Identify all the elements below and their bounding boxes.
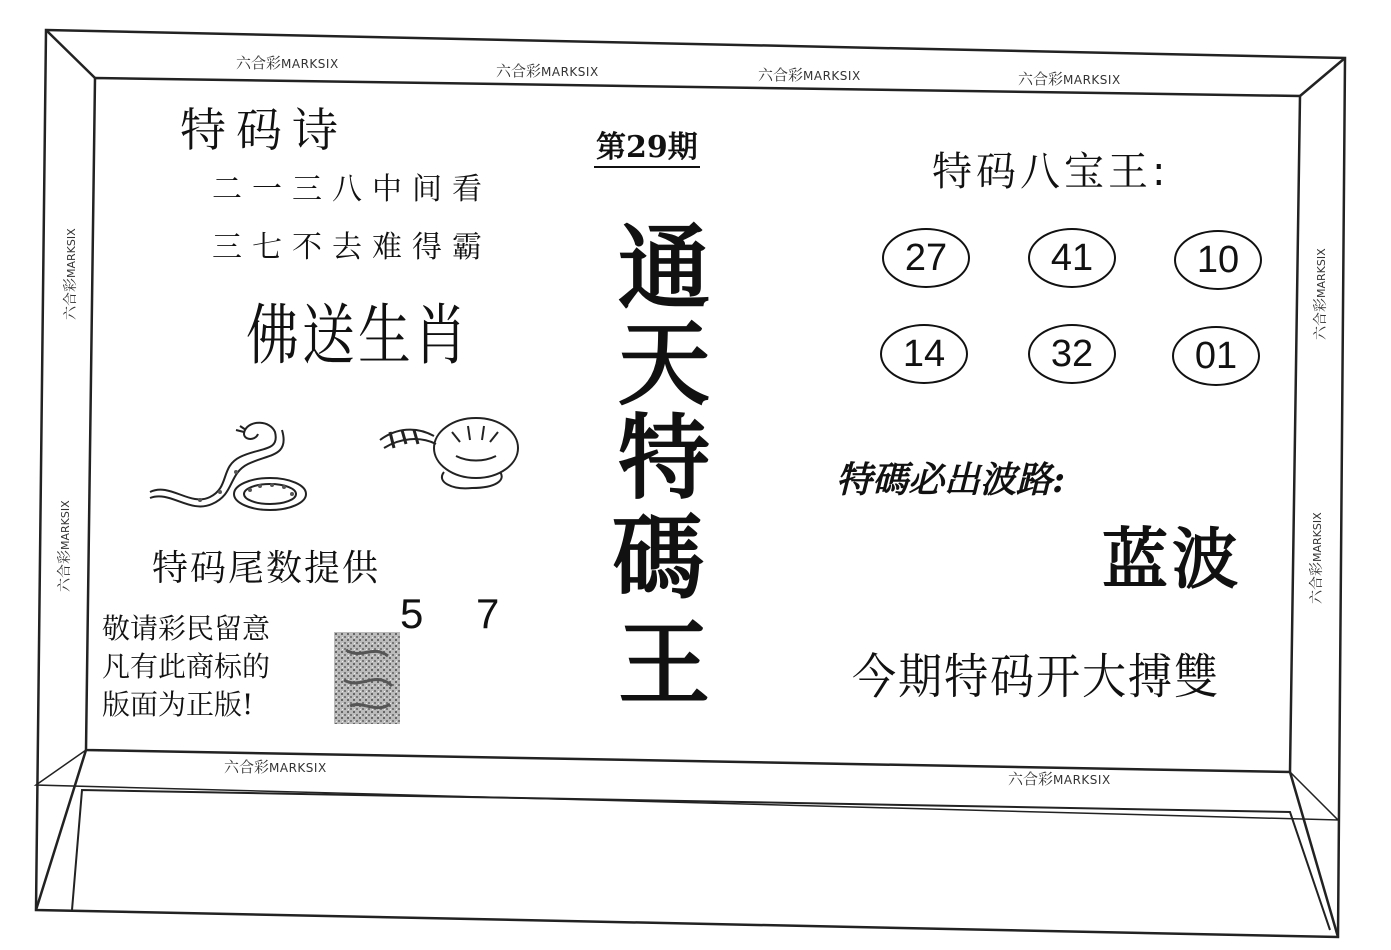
poem-title: 特码诗 — [180, 103, 348, 157]
poem-line-2: 三七不去难得霸 — [212, 230, 492, 265]
tail-digit-1: 5 — [400, 590, 424, 637]
number-ball-4: 14 — [880, 324, 968, 384]
snake-icon — [140, 412, 320, 522]
watermark-left-1: 六合彩MARKSIX — [63, 228, 79, 320]
tiger-icon — [376, 408, 526, 498]
number-ball-1: 27 — [882, 228, 970, 288]
watermark-top-2: 六合彩MARKSIX — [496, 62, 599, 80]
wave-value: 蓝波 — [1102, 520, 1242, 598]
wave-label: 特碼必出波路: — [836, 459, 1066, 501]
notice-line-2: 凡有此商标的 — [102, 650, 271, 683]
watermark-top-4: 六合彩MARKSIX — [1018, 70, 1121, 88]
main-title-char-1: 通 — [618, 214, 711, 322]
watermark-top-1: 六合彩MARKSIX — [236, 54, 339, 72]
watermark-bottom-2: 六合彩MARKSIX — [1008, 770, 1111, 788]
trademark-stamp-icon — [332, 630, 404, 726]
notice-line-1: 敬请彩民留意 — [102, 612, 271, 645]
watermark-bottom-1: 六合彩MARKSIX — [224, 758, 327, 776]
number-ball-2: 41 — [1028, 228, 1116, 288]
watermark-left-2: 六合彩MARKSIX — [57, 500, 73, 592]
main-title-char-4: 碼 — [612, 504, 705, 612]
slogan: 今期特码开大搏雙 — [852, 649, 1221, 705]
notice-block — [102, 610, 270, 724]
main-title-char-2: 天 — [618, 310, 711, 418]
issue-number: 第29期 — [594, 122, 700, 168]
zodiac-title: 佛送生肖 — [246, 297, 470, 374]
watermark-right-1: 六合彩MARKSIX — [1313, 248, 1329, 340]
watermark-right-2: 六合彩MARKSIX — [1309, 512, 1325, 604]
main-title-char-5: 王 — [618, 610, 711, 718]
main-title-char-3: 特 — [618, 404, 711, 512]
watermark-top-3: 六合彩MARKSIX — [758, 66, 861, 84]
tail-digit-2: 7 — [476, 590, 500, 637]
number-ball-6: 01 — [1172, 326, 1260, 386]
poem-line-1: 二一三八中间看 — [212, 172, 492, 207]
notice-line-3: 版面为正版! — [102, 688, 254, 721]
tail-number-label: 特码尾数提供 — [152, 548, 381, 589]
eight-treasure-label: 特码八宝王: — [932, 149, 1170, 195]
number-ball-3: 10 — [1174, 230, 1262, 290]
number-ball-5: 32 — [1028, 324, 1116, 384]
